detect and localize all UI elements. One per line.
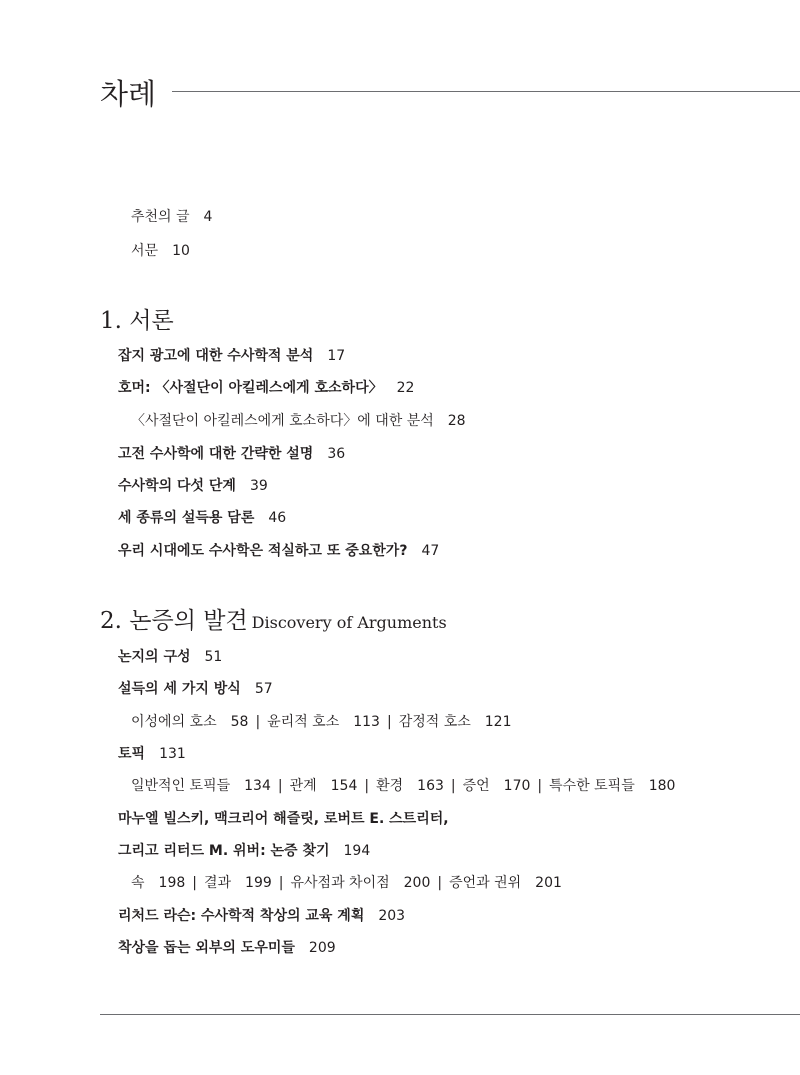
entry-title: 마누엘 빌스키, 맥크리어 해즐릿, 로버트 E. 스트리터,	[118, 811, 449, 827]
separator: |	[364, 778, 370, 794]
toc-entry[interactable]	[118, 905, 405, 925]
entry-title: 〈사절단이 아킬레스에게 호소하다〉에 대한 분석	[131, 413, 434, 429]
subentry-title: 결과	[203, 875, 232, 891]
subentry-title: 관계	[289, 778, 317, 794]
entry-page: 17	[327, 348, 346, 364]
chapter-1-heading	[100, 302, 174, 335]
entry-title: 고전 수사학에 대한 간략한 설명	[118, 446, 314, 462]
separator: |	[537, 778, 543, 794]
subentry-page: 199	[245, 875, 272, 891]
separator: |	[192, 875, 197, 891]
separator: |	[450, 778, 456, 794]
subentry[interactable]	[267, 714, 380, 730]
entry-title: 호머: 〈사절단이 아킬레스에게 호소하다〉	[118, 380, 383, 396]
toc-entry-foreword[interactable]	[131, 206, 212, 226]
entry-title: 논지의 구성	[118, 649, 191, 665]
subentry-title: 증언	[462, 778, 490, 794]
entry-title: 추천의 글	[131, 209, 190, 225]
toc-title: 차례	[100, 77, 157, 111]
toc-entry[interactable]	[118, 840, 370, 860]
subentry-title: 증언과 권위	[449, 875, 522, 891]
separator: |	[386, 714, 392, 730]
toc-entry[interactable]	[118, 678, 273, 698]
entry-page: 28	[447, 413, 466, 429]
subentry-title: 특수한 토픽들	[549, 778, 635, 794]
entry-page: 46	[268, 510, 287, 526]
subentry-page: 198	[158, 875, 186, 891]
entry-page: 47	[421, 543, 440, 559]
toc-subentry[interactable]	[131, 410, 466, 430]
subentry[interactable]	[399, 714, 512, 730]
subentry-title: 유사점과 차이점	[290, 875, 390, 891]
entry-page: 51	[204, 649, 223, 665]
subentry-title: 이성에의 호소	[131, 714, 217, 730]
separator: |	[255, 714, 261, 730]
entry-title: 우리 시대에도 수사학은 적실하고 또 중요한가?	[118, 543, 408, 559]
subentry-title: 윤리적 호소	[267, 714, 340, 730]
entry-title: 잡지 광고에 대한 수사학적 분석	[118, 348, 314, 364]
subentry-page: 113	[353, 714, 380, 730]
footer-rule	[100, 1014, 800, 1015]
chapter-label: 1. 서론	[100, 308, 174, 334]
toc-entry[interactable]	[118, 540, 439, 560]
entry-page: 10	[172, 243, 190, 259]
entry-page: 4	[203, 209, 213, 225]
entry-title: 착상을 돕는 외부의 도우미들	[118, 940, 295, 956]
entry-title: 그리고 리터드 M. 위버: 논증 찾기	[118, 843, 330, 859]
toc-subentry-line	[131, 711, 512, 731]
subentry[interactable]	[131, 875, 185, 891]
subentry[interactable]	[290, 778, 358, 794]
entry-page: 194	[343, 843, 371, 859]
entry-page: 22	[396, 380, 415, 396]
subentry-page: 154	[330, 778, 358, 794]
separator: |	[437, 875, 443, 891]
toc-entry[interactable]	[118, 937, 336, 957]
toc-subentry-line	[131, 775, 675, 795]
subentry[interactable]	[204, 875, 272, 891]
subentry-page: 121	[484, 714, 512, 730]
toc-entry[interactable]	[118, 646, 222, 666]
subentry-page: 163	[417, 778, 444, 794]
toc-entry[interactable]	[118, 743, 186, 763]
subentry-page: 201	[535, 875, 562, 891]
entry-page: 131	[159, 746, 186, 762]
subentry-page: 58	[230, 714, 249, 730]
chapter-2-heading	[100, 602, 447, 635]
subentry[interactable]	[291, 875, 431, 891]
toc-subentry-line	[131, 872, 562, 892]
entry-title: 토픽	[118, 746, 146, 762]
entry-page: 36	[327, 446, 346, 462]
entry-page: 57	[254, 681, 273, 697]
toc-entry[interactable]	[118, 377, 414, 397]
entry-page: 209	[308, 940, 336, 956]
subentry-title: 일반적인 토픽들	[131, 778, 231, 794]
subentry-page: 170	[503, 778, 531, 794]
subentry-title: 감정적 호소	[398, 714, 471, 730]
toc-entry-preface[interactable]	[131, 240, 190, 260]
entry-page: 39	[249, 478, 268, 494]
subentry[interactable]	[376, 778, 444, 794]
separator: |	[278, 875, 284, 891]
subentry[interactable]	[463, 778, 531, 794]
subentry[interactable]	[131, 778, 271, 794]
toc-entry[interactable]	[118, 808, 449, 828]
subentry-page: 180	[648, 778, 676, 794]
toc-entry[interactable]	[118, 443, 345, 463]
subentry-page: 200	[403, 875, 431, 891]
entry-title: 설득의 세 가지 방식	[118, 681, 241, 697]
entry-title: 수사학의 다섯 단계	[118, 478, 236, 494]
subentry-page: 134	[244, 778, 271, 794]
toc-entry[interactable]	[118, 475, 268, 495]
toc-entry[interactable]	[118, 345, 345, 365]
entry-page: 203	[378, 908, 406, 924]
subentry-title: 속	[131, 875, 145, 891]
separator: |	[277, 778, 283, 794]
entry-title: 리처드 라슨: 수사학적 착상의 교육 계획	[118, 908, 365, 924]
entry-title: 서문	[131, 243, 159, 259]
chapter-label-en: Discovery of Arguments	[251, 613, 447, 632]
subentry-title: 환경	[376, 778, 404, 794]
subentry[interactable]	[131, 714, 248, 730]
toc-entry[interactable]	[118, 507, 286, 527]
subentry[interactable]	[549, 778, 675, 794]
chapter-label: 2. 논증의 발견	[100, 608, 248, 634]
entry-title: 세 종류의 설득용 담론	[118, 510, 255, 526]
subentry[interactable]	[449, 875, 562, 891]
title-rule	[172, 91, 800, 92]
